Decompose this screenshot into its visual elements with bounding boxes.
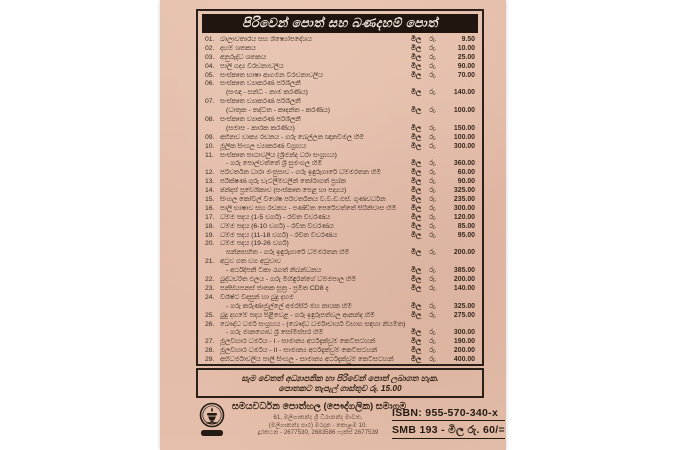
item-number: 24. (205, 293, 215, 301)
item-title: අනුරුද්ධ ශතකය (220, 53, 267, 61)
price-value: 360.00 (453, 160, 475, 168)
currency-label: රු. (429, 284, 437, 292)
item-title: බාලාවතාරය සහ ශිෂ්‍යෝපදේශය (220, 36, 312, 43)
currency-label: රු. (429, 53, 437, 61)
item-number: 27. (205, 338, 215, 346)
item-title: සන්නසහිත - ගරු ඉඳුරුගාරේ ධම්මරතන හිමි (226, 249, 350, 257)
price-row (205, 249, 475, 258)
publisher-address-line: (මලිගාකන්ද පාර) මරදාන - කොළඹ 10. (268, 421, 368, 429)
price-value: 385.00 (453, 267, 475, 275)
price-row (205, 45, 475, 54)
price-value: 325.00 (453, 187, 475, 195)
price-row (205, 258, 475, 267)
price-row (205, 80, 475, 89)
price-label: මිල (411, 160, 422, 168)
currency-label: රු. (429, 347, 437, 355)
item-title: මූලවිහාර ධර්මය - I - සාමාන්‍ය අර්ථදැක්වුම් කෙටිසටහන් (220, 338, 376, 346)
notice-line-2: පොතකට තැපැල් ගාස්තුව රු. 15.00 (278, 383, 402, 393)
item-number: 29. (205, 356, 215, 364)
price-row (205, 89, 475, 98)
price-label: මිල (411, 44, 422, 52)
price-value: 235.00 (453, 196, 475, 204)
price-row (205, 329, 475, 338)
price-value: 200.00 (453, 347, 475, 355)
price-row (205, 214, 475, 223)
price-list-rows (198, 35, 482, 365)
item-title: - ගරු මානගොඩ ශ්‍රී සෝමිස්සර හිමි (226, 329, 324, 337)
currency-label: රු. (429, 204, 437, 212)
item-title: සංස්කෘත පාඨාවලිය (ශ්‍රීමන්ද ධරා සංග්‍රහය) (220, 151, 337, 159)
isbn-block (392, 407, 505, 442)
item-number: 16. (205, 204, 215, 212)
currency-label: රු. (429, 44, 437, 52)
item-number: 09. (205, 133, 215, 141)
publisher-name: සමයවර්ධන පොත්හල (පෞද්ගලික) සමාගම (232, 401, 407, 412)
item-number: 10. (205, 142, 215, 150)
publisher-block (160, 399, 506, 450)
item-number: 13. (205, 178, 215, 186)
price-row (205, 72, 475, 81)
price-row (205, 338, 475, 347)
price-label: මිල (411, 187, 422, 195)
price-value: 190.00 (453, 338, 475, 346)
currency-label: රු. (429, 71, 437, 79)
price-label: මිල (411, 222, 422, 230)
item-number: 26. (205, 320, 215, 328)
item-title: ධම්ම පදය (11-18 වර්ග) - රචිත විවරණය (220, 231, 338, 239)
item-title: දහම් ශතකය (220, 44, 256, 52)
item-number: 03. (205, 53, 215, 61)
item-title: - අර්ථදීපනී ටීකා රැගත් නිබන්ධනය (226, 267, 322, 275)
price-value: 150.00 (453, 124, 475, 132)
price-row (205, 98, 475, 107)
publisher-address-line: දුරකථන - 2677530, 2683586 ෆැක්ස් 2677539 (257, 429, 379, 437)
currency-label: රු. (429, 213, 437, 221)
item-title: ධම්ම පදය (6-10 වර්ග) - රචිත විවරණය (220, 222, 334, 230)
item-title: ඡන්දස් ප්‍රවේශිකාව (සංස්කෘත පෙළ හා පද්‍යය) (220, 187, 347, 195)
price-label: මිල (411, 204, 422, 212)
price-value: 400.00 (453, 356, 475, 364)
currency-label: රු. (429, 187, 437, 195)
item-title: සංස්කෘත ව්‍යාකරණ පරිශීලනී (220, 98, 301, 106)
price-row (205, 54, 475, 63)
item-title: අභිධර්මාවලිය පාලි සිංහල - සාමාන්‍ය අර්ථදැක්වුම් කෙටිසටහන් (220, 356, 394, 364)
price-value: 25.00 (457, 53, 475, 61)
price-row (205, 187, 475, 196)
item-title: (සමාස - කාරක කරණිය) (226, 124, 295, 132)
price-label: මිල (411, 231, 422, 239)
item-title: සිංහල කෝවිල් විශේෂ පරිවර්තනය වී.වී.ඩී.එස්. ගුණවර්ධන (220, 196, 386, 204)
item-number: 20. (205, 240, 215, 248)
price-row (205, 294, 475, 303)
item-number: 14. (205, 187, 215, 195)
mail-order-notice-box (196, 368, 484, 398)
price-row (205, 169, 475, 178)
price-value: 9.50 (461, 36, 475, 43)
item-title: (සංඥා - සන්ධි - නාම කරණිය) (226, 89, 308, 97)
currency-label: රු. (429, 311, 437, 319)
price-label: මිල (411, 302, 422, 310)
price-value: 325.00 (453, 302, 475, 310)
publisher-logo-emblem-icon (198, 402, 226, 442)
item-number: 19. (205, 231, 215, 239)
currency-label: රු. (429, 36, 437, 43)
item-title: බුද්ධචරිත ඵලය - ගරු මිහිඳුරන්ගේ ධම්මපාල හිමි (220, 276, 357, 284)
currency-label: රු. (429, 133, 437, 141)
item-title: පාලි ගද්‍ය විරචනාවලිය (220, 62, 284, 70)
price-row (205, 267, 475, 276)
price-label: මිල (411, 356, 422, 364)
price-label: මිල (411, 267, 422, 275)
currency-label: රු. (429, 329, 437, 337)
price-label: මිල (411, 276, 422, 284)
price-value: 140.00 (453, 89, 475, 97)
price-row (205, 347, 475, 356)
price-row (205, 232, 475, 241)
item-title: සංස්කෘත ව්‍යාකරණ පරිශීලනී (220, 80, 301, 88)
price-row (205, 116, 475, 125)
price-value: 70.00 (457, 71, 475, 79)
price-value: 85.00 (457, 222, 475, 230)
item-number: 21. (205, 258, 215, 266)
currency-label: රු. (429, 178, 437, 186)
price-value: 100.00 (453, 107, 475, 115)
price-list-title-banner: පිරිවෙන් පොත් සහ බණදහම් පොත් (202, 14, 478, 33)
currency-label: රු. (429, 338, 437, 346)
price-label: මිල (411, 71, 422, 79)
item-number: 23. (205, 284, 215, 292)
currency-label: රු. (429, 302, 437, 310)
currency-label: රු. (429, 124, 437, 132)
currency-label: රු. (429, 160, 437, 168)
item-title: පාලි භාෂාව සහ රචනය - පණ්ඩිත පෙරේවත්තේ සිරිනිවාස හිමි (220, 204, 397, 212)
item-number: 07. (205, 98, 215, 106)
item-title: අභිනව වාක්‍ය රචනය - ගරු බෙල්ලන ඥානවිමල හිමි (220, 133, 365, 141)
price-label: මිල (411, 213, 422, 221)
price-row (205, 285, 475, 294)
currency-label: රු. (429, 222, 437, 230)
item-title: සංස්කෘත භාෂා ආගමන විරචනාවලිය (220, 71, 323, 79)
item-title: බෞද්ධ ධර්ම සංග්‍රහය - (බෞද්ධ ධර්මාචාර්ය විභාග සඳහා නියමිත) (220, 320, 406, 328)
price-label: මිල (411, 169, 422, 177)
publisher-address-line: 61, මලිගාකන්ද ශ්‍රී ධීරානන්ද මාවත, (273, 414, 363, 421)
price-value: 90.00 (457, 178, 475, 186)
price-row (205, 312, 475, 321)
item-title: මූලික සිංහල ව්‍යාකරණ විග්‍රහය (220, 142, 307, 150)
price-label: මිල (411, 338, 422, 346)
price-value: 200.00 (453, 276, 475, 284)
item-number: 12. (205, 169, 215, 177)
item-number: 22. (205, 276, 215, 284)
price-row (205, 134, 475, 143)
item-number: 06. (205, 80, 215, 88)
currency-label: රු. (429, 249, 437, 257)
item-number: 17. (205, 213, 215, 221)
item-title: පන්සියපනස් ජාතක සූත්‍ර - ප්‍රමිත CD8 ද (220, 284, 329, 292)
item-number: 05. (205, 71, 215, 79)
price-label: මිල (411, 107, 422, 115)
price-label: මිල (411, 311, 422, 319)
item-number: 28. (205, 347, 215, 355)
price-row (205, 276, 475, 285)
item-number: 18. (205, 222, 215, 230)
price-value: 100.00 (453, 133, 475, 141)
price-value: 95.00 (457, 231, 475, 239)
price-row (205, 205, 475, 214)
scanned-back-cover (160, 0, 506, 450)
price-label: මිල (411, 178, 422, 186)
item-title: විශිෂ්ට විදසුන් හා බුදු දහම (220, 293, 294, 301)
price-label: මිල (411, 62, 422, 70)
publisher-address (248, 414, 388, 437)
item-title: සංස්කෘත ව්‍යාකරණ පරිශීලනී (220, 116, 301, 124)
price-label: මිල (411, 36, 422, 43)
item-title: පරීක්ෂණ ගුරු වැටලීම්වලින් තෝරාගත් ප්‍රශ්න (220, 178, 346, 186)
price-value: 300.00 (453, 329, 475, 337)
price-label: මිල (411, 124, 422, 132)
item-number: 01. (205, 36, 215, 43)
currency-label: රු. (429, 107, 437, 115)
price-label: මිල (411, 142, 422, 150)
price-row (205, 107, 475, 116)
price-list-box (196, 9, 484, 366)
item-title: - ගරු කරුණාමුල්ලේ අමරසිරි මහ නායක හිමි (226, 302, 352, 310)
item-number: 08. (205, 116, 215, 124)
item-number: 15. (205, 196, 215, 204)
price-label: මිල (411, 196, 422, 204)
price-value: 60.00 (457, 169, 475, 177)
price-value: 275.00 (453, 311, 475, 319)
price-label: මිල (411, 347, 422, 355)
item-title: බුදු දහමේ පදය පිළිවෙළ - ගරු ඉඳුරුපත්වල ආනන්ද හිමි (220, 311, 375, 319)
price-value: 90.00 (457, 62, 475, 70)
smb-code-price: SMB 193 - මිල රු. 60/= (392, 424, 505, 439)
price-row (205, 356, 475, 365)
price-row (205, 223, 475, 232)
currency-label: රු. (429, 196, 437, 204)
currency-label: රු. (429, 276, 437, 284)
currency-label: රු. (429, 231, 437, 239)
price-label: මිල (411, 284, 422, 292)
item-number: 11. (205, 151, 214, 159)
price-row (205, 143, 475, 152)
currency-label: රු. (429, 89, 437, 97)
item-title: ධම්ම පදය (19-26 වර්ග) (220, 240, 289, 248)
price-label: මිල (411, 329, 422, 337)
item-title: අටුව ගත වග අටුවාව (220, 258, 281, 266)
item-number: 04. (205, 62, 215, 70)
item-title: ධම්ම පදය (1-5 වර්ග) - රචිත විවරණය (220, 213, 331, 221)
price-label: මිල (411, 249, 422, 257)
currency-label: රු. (429, 142, 437, 150)
price-value: 10.00 (457, 44, 475, 52)
item-number: 02. (205, 44, 215, 52)
notice-line-1: සැම වෙතත් අධ්‍යාපනික හා පිරිවෙන් පොත් ලබාගත හැක. (241, 373, 439, 383)
currency-label: රු. (429, 267, 437, 275)
price-label: මිල (411, 53, 422, 61)
currency-label: රු. (429, 62, 437, 70)
price-value: 120.00 (453, 213, 475, 221)
price-row (205, 303, 475, 312)
price-row (205, 125, 475, 134)
price-row (205, 178, 475, 187)
isbn-number: ISBN: 955-570-340-x (392, 407, 505, 421)
item-title: - ගරු පොල්වත්තේ ශ්‍රී සුමංගල හිමි (226, 160, 323, 168)
price-value: 140.00 (453, 284, 475, 292)
price-value: 300.00 (453, 204, 475, 212)
price-value: 200.00 (453, 249, 475, 257)
currency-label: රු. (429, 356, 437, 364)
price-label: මිල (411, 133, 422, 141)
price-row (205, 196, 475, 205)
currency-label: රු. (429, 169, 437, 177)
item-title: මූලවිහාර ධර්මය - II - සාමාන්‍ය අර්ථදැක්වුම් කෙටිසටහන් (220, 347, 378, 355)
price-label: මිල (411, 89, 422, 97)
item-title: (ධාතුක - තද්ධිත - කෘදන්ත - කරණිය) (226, 107, 331, 115)
item-title: පරිවර්තන ධාරා මංජුසාව - ගරු ඉඳුරුගාරේ ධම්මරතන හිමි (220, 169, 382, 177)
price-value: 300.00 (453, 142, 475, 150)
price-row (205, 63, 475, 72)
item-number: 25. (205, 311, 215, 319)
price-row (205, 36, 475, 45)
